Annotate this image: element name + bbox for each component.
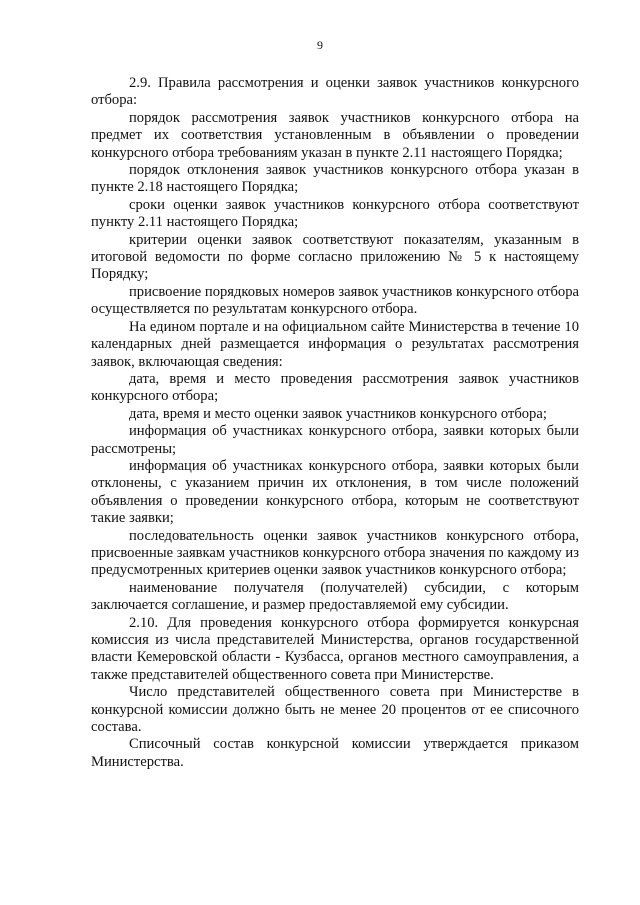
paragraph-publication: На едином портале и на официальном сайте Министерства в течение 10 календарных дней размещается информация о результатах рассмотрения заявок, включающая сведения: bbox=[91, 318, 579, 370]
paragraph-review-procedure: порядок рассмотрения заявок участников конкурсного отбора на предмет их соответствия установленным в объявлении о проведении конкурсного отбора требованиям указан в пункте 2.11 настоящего Порядка; bbox=[91, 109, 579, 161]
paragraph-review-date: дата, время и место проведения рассмотрения заявок участников конкурсного отбора; bbox=[91, 370, 579, 405]
paragraph-evaluation-date: дата, время и место оценки заявок участников конкурсного отбора; bbox=[129, 405, 547, 422]
paragraph-reviewed-participants: информация об участниках конкурсного отбора, заявки которых были рассмотрены; bbox=[91, 423, 579, 457]
paragraph-rejection-procedure: порядок отклонения заявок участников конкурсного отбора указан в пункте 2.18 настоящего Порядка; bbox=[91, 162, 579, 196]
paragraph-evaluation-sequence: последовательность оценки заявок участников конкурсного отбора, присвоенные заявкам участников конкурсного отбора значения по каждому из предусмотренных критериев оценки заявок участников конкурсного отбора; bbox=[91, 527, 579, 579]
paragraph-council-share: Число представителей общественного совета при Министерстве в конкурсной комиссии должно быть не менее 20 процентов от ее списочного состава. bbox=[91, 684, 579, 736]
page-number: 9 bbox=[317, 38, 323, 52]
paragraph-2-10-commission: 2.10. Для проведения конкурсного отбора формируется конкурсная комиссия из числа представителей Министерства, органов государственной власти Кемеровской области - Кузбасса, органов местного самоуправления, а также представителей общественного совета при Министерстве. bbox=[91, 614, 579, 683]
paragraph-commission-approval: Списочный состав конкурсной комиссии утверждается приказом Министерства. bbox=[91, 736, 579, 770]
paragraph-evaluation-terms: сроки оценки заявок участников конкурсного отбора соответствуют пункту 2.11 настоящего Порядка; bbox=[91, 196, 579, 231]
paragraph-2-9-heading: 2.9. Правила рассмотрения и оценки заявок участников конкурсного отбора: bbox=[91, 75, 579, 109]
document-body bbox=[91, 75, 579, 771]
paragraph-numbering: присвоение порядковых номеров заявок участников конкурсного отбора осуществляется по результатам конкурсного отбора. bbox=[91, 283, 580, 318]
paragraph-evaluation-criteria: критерии оценки заявок соответствуют показателям, указанным в итоговой ведомости по форме согласно приложению № 5 к настоящему Порядку; bbox=[91, 231, 579, 283]
paragraph-rejected-participants: информация об участниках конкурсного отбора, заявки которых были отклонены, с указанием причин их отклонения, в том числе положений объявления о проведении конкурсного отбора, которым не соответствуют такие заявки; bbox=[91, 457, 579, 527]
paragraph-recipient-name: наименование получателя (получателей) субсидии, с которым заключается соглашение, и размер предоставляемой ему субсидии. bbox=[91, 579, 579, 614]
